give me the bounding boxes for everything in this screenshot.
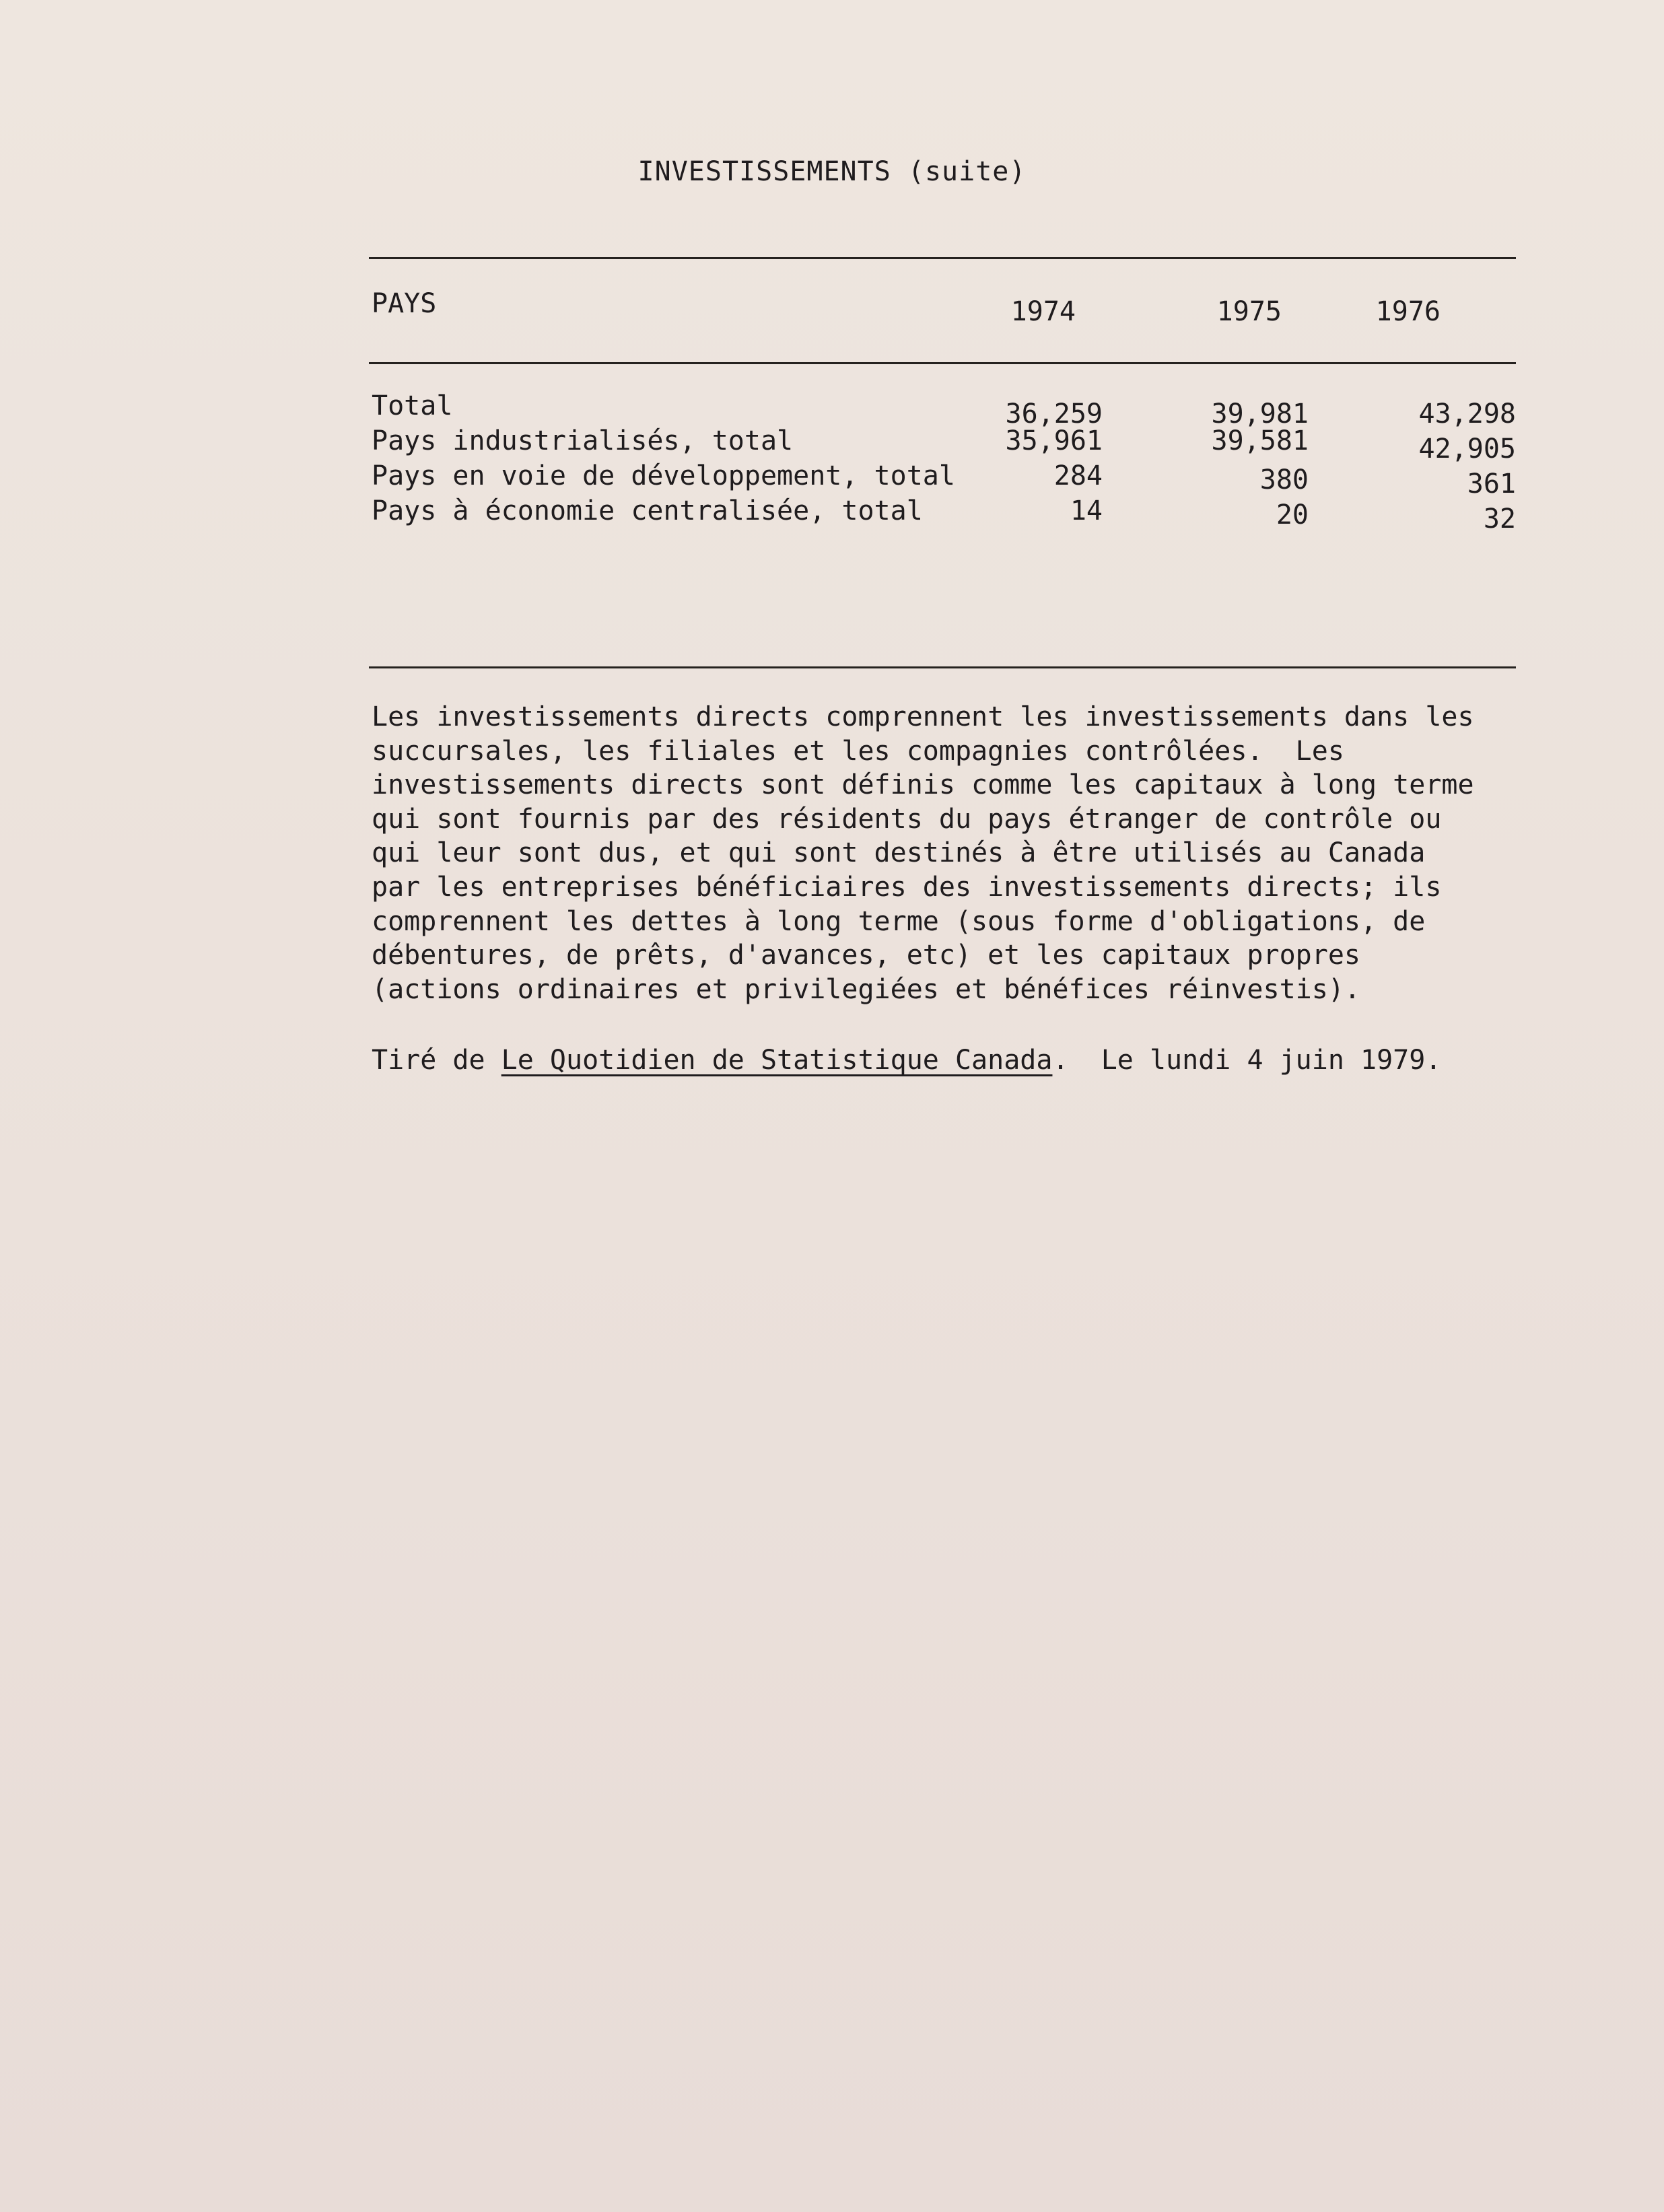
source-citation bbox=[372, 1045, 1441, 1076]
note-line: Les investissements directs comprennent les investissements dans les bbox=[372, 701, 1474, 732]
page-title: INVESTISSEMENTS (suite) bbox=[637, 156, 1027, 187]
table-row bbox=[0, 425, 1664, 464]
row-label-total: Total bbox=[372, 390, 453, 421]
value-centralized-1974: 14 bbox=[1070, 495, 1103, 526]
column-header-pays: PAYS bbox=[372, 288, 437, 319]
value-developing-1975: 380 bbox=[1259, 464, 1309, 495]
source-publication: Le Quotidien de Statistique Canada bbox=[501, 1045, 1053, 1076]
note-line: comprennent les dettes à long terme (sous forme d'obligations, de bbox=[372, 905, 1426, 937]
table-header-rule bbox=[369, 362, 1516, 364]
value-industrialized-1974: 35,961 bbox=[1005, 425, 1103, 456]
value-total-1975: 39,981 bbox=[1211, 399, 1309, 429]
table-bottom-rule bbox=[369, 666, 1516, 668]
row-label-centralized: Pays à économie centralisée, total bbox=[372, 495, 923, 526]
value-total-1974: 36,259 bbox=[1005, 399, 1103, 429]
note-line: qui leur sont dus, et qui sont destinés à être utilisés au Canada bbox=[372, 837, 1426, 869]
value-total-1976: 43,298 bbox=[1418, 399, 1516, 429]
note-line: (actions ordinaires et privilegiées et bénéfices réinvestis). bbox=[372, 973, 1361, 1005]
note-line: qui sont fournis par des résidents du pays étranger de contrôle ou bbox=[372, 803, 1442, 835]
definition-note bbox=[372, 700, 1523, 1006]
value-developing-1976: 361 bbox=[1467, 469, 1516, 499]
row-label-industrialized: Pays industrialisés, total bbox=[372, 425, 794, 456]
value-industrialized-1975: 39,581 bbox=[1211, 425, 1309, 456]
note-line: succursales, les filiales et les compagnies contrôlées. Les bbox=[372, 735, 1344, 767]
table-row bbox=[0, 390, 1664, 429]
column-header-1974: 1974 bbox=[1010, 296, 1076, 327]
value-centralized-1976: 32 bbox=[1483, 504, 1516, 534]
column-header-1975: 1975 bbox=[1216, 296, 1282, 327]
note-line: par les entreprises bénéficiaires des investissements directs; ils bbox=[372, 871, 1442, 903]
value-industrialized-1976: 42,905 bbox=[1418, 434, 1516, 464]
table-top-rule bbox=[369, 257, 1516, 259]
note-line: débentures, de prêts, d'avances, etc) et les capitaux propres bbox=[372, 940, 1361, 971]
value-developing-1974: 284 bbox=[1053, 460, 1103, 491]
table-row bbox=[0, 460, 1664, 499]
column-header-1976: 1976 bbox=[1375, 296, 1441, 327]
table-row bbox=[0, 495, 1664, 534]
row-label-developing: Pays en voie de développement, total bbox=[372, 460, 955, 491]
source-suffix: . Le lundi 4 juin 1979. bbox=[1052, 1045, 1442, 1076]
value-centralized-1975: 20 bbox=[1276, 499, 1309, 530]
note-line: investissements directs sont définis comme les capitaux à long terme bbox=[372, 769, 1474, 801]
source-prefix: Tiré de bbox=[372, 1045, 501, 1076]
